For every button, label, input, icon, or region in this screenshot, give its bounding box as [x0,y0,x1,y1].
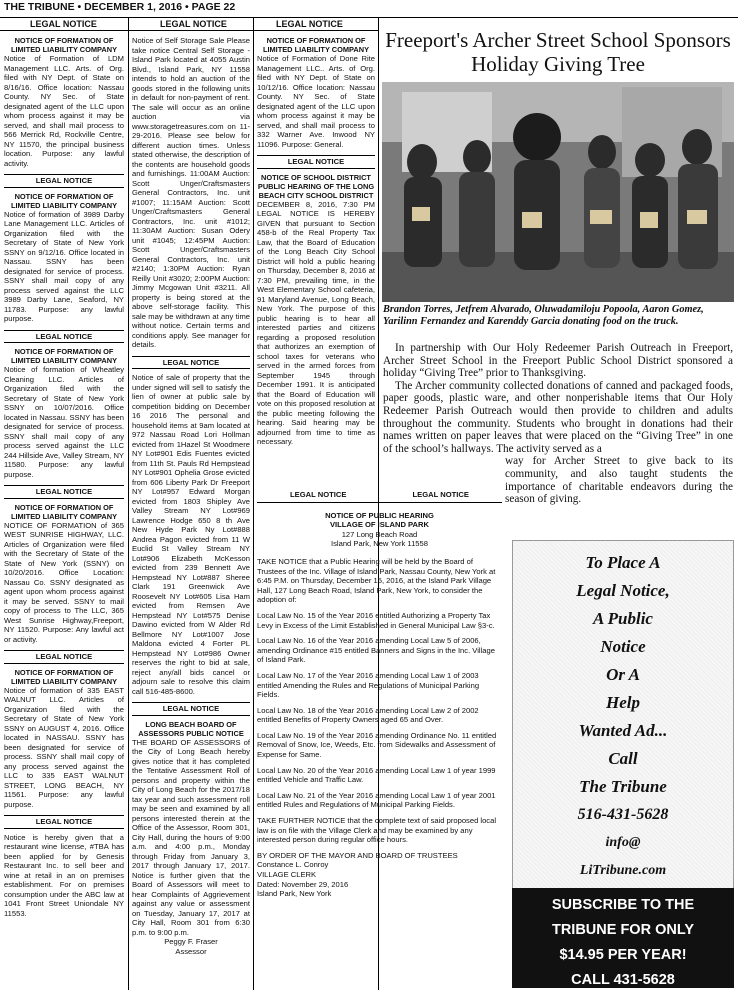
ad-phone: 516-431-5628 [577,806,669,823]
local-law-item: Local Law No. 15 of the Year 2016 entitled Authorizing a Property Tax Levy in Excess of the Limit Established in General Municipal Law §3-c. [257,610,495,630]
notice-paragraph: TAKE FURTHER NOTICE that the complete text of said proposed local law is on file with the Village Clerk and may be examined by any interested person during regular office hours. [257,816,497,845]
notice-title: LONG BEACH BOARD OF ASSESSORS PUBLIC NOTICE [138,719,244,738]
notice-title: NOTICE OF SCHOOL DISTRICT PUBLIC HEARING OF THE LONG BEACH CITY SCHOOL DISTRICT [257,172,375,200]
ad-line: Notice [600,637,646,656]
photo-caption: Brandon Torres, Jetfrem Alvarado, Oluwadamiloju Popoola, Aaron Gomez, Yarilinn Fernandez and Karenddy Garcia donating food on the truck. [383,304,704,327]
ad-line: Call [608,749,638,768]
legal-notice [4,192,124,324]
signature-line: Constance L. Conroy [257,860,329,870]
storage-sale-notice: Notice of Self Storage Sale Please take notice Central Self Storage - Island Park located at 4055 Austin Blvd., Island Park, NY 11558 intends to hold an auction of the goods stored in the following units in default for non-payment of rent. The sale will occur as an online auction via www.storagetreasures.com on 11-29-2016. Please see below for different auction times. Unless stated otherwise, the description of the contents are household goods and furnishings. 11:00AM Auction: Scott Unger/Craftsmasters General Contractors, Inc. unit #1007; 11:15AM Auction: Scott Unger/Craftsmasters General Contractors, Inc. unit #1012; 11:30AM Auction: Susan Odery unit #1045; 12:45PM Auction: Scott Unger/Craftsmasters General Contractors, Inc. unit #2140; 1:30PM Auction: Ryan Reilly Unit #3020; 2:00PM Auction: Jimmy Mcgowan Unit #3211. All property is being stored at the above self-storage facility. This sale may be withdrawn at any time without notice. Certain terms and conditions apply. See manager for details. [132,36,250,349]
ad-line: Wanted Ad... [578,721,668,740]
notice-paragraph: TAKE NOTICE that a Public Hearing will be held by the Board of Trustees of the Inc. Village of Island Park, Nassau County, New York at 6:45 P.M. on Thursday, December 15, 2016, at the Island Park Village Hall, 127 Long Beach Road, Island Park, New York, to consider the adoption of: [257,556,496,605]
local-law-item: Local Law No. 16 of the Year 2016 amending Local Law 5 of 2006, amending Ordinance #15 entitled Banners and Signs in the Inc. Village of Island Park. [257,636,495,665]
hearing-title: NOTICE OF PUBLIC HEARING [325,510,434,520]
notice-body: Notice of formation of 3989 Darby Lane Management LLC. Articles of Organization filed with the Secretary of State of New York SSNY on 9/12/16. Office located in Nassau. SSNY has been designated for service of process. SSNY shall mail copy of any process served against the LLC 3989 Darby Lane, Seaford, NY 11783. Purpose: any lawful purpose. [4,209,124,323]
subscribe-line: CALL 431-5628 [571,972,675,988]
local-law-item: Local Law No. 21 of the Year 2016 amending Local Law 1 of year 2001 entitled Rules and Regulations of Municipal Parking Fields. [257,790,496,810]
legal-notice [4,668,124,810]
legal-notice-label: LEGAL NOTICE [257,155,375,169]
notice-title: NOTICE OF FORMATION OF LIMITED LIABILITY COMPANY [10,36,118,54]
column-rule [128,18,129,990]
legal-column-3 [257,36,375,486]
story-headline: Freeport's Archer Street School Sponsors Holiday Giving Tree [385,28,731,76]
ad-line: The Tribune [579,777,667,796]
ad-line: Legal Notice, [576,581,670,600]
notice-body: THE BOARD OF ASSESSORS of the City of Long Beach hereby gives notice that it has completed the Tentative Assessment Roll of persons and property within the City of Long Beach for the 2017/18 tax year and such assessment roll may be seen and examined by all persons interested therein at the Office of the Assessor, Room 301, City Hall, during the hours of 9:00 a.m. and 4:00 p.m., Monday through Friday from January 3, 2017 through January 17, 2017. Notice is further given that the Board of Assessors will meet to hear Complaints of Aggrievement against any value or assessment on Tuesday, January 17, 2017 at City Hall, Room 301 from 6:30 p.m. to 9:00 p.m. [132,737,250,937]
legal-notice-label: LEGAL NOTICE [4,330,124,344]
subscribe-banner [512,888,734,988]
signature-line: VILLAGE CLERK [257,870,317,879]
ad-text [513,549,733,885]
legal-notice-label: LEGAL NOTICE [412,490,469,499]
subscribe-line: $14.95 PER YEAR! [559,947,687,963]
ad-line: Or A [606,665,640,684]
legal-notice [257,36,375,149]
legal-notice-ad [512,540,734,890]
legal-notice [4,503,124,645]
column-labels [0,18,378,31]
local-law-item: Local Law No. 19 of the Year 2016 amending Ordinance No. 11 entitled Removal of Snow, Ice, Weeds, Etc. from Sidewalks and Assessment of Expense for Same. [257,730,497,760]
school-hearing-notice [257,173,375,447]
property-sale-notice: Notice of sale of property that the under signed will sell to satisfy the lien of owner at public sale by competition bidding on December 16 2016 The personal and household items at 9am located at 972 Nassau Road Lori Hollman evicted from 1Hazel St Woodmere NY Lot#901 Edis Fuentes evicted from 11th St. Pauls Rd Hempstead NY Lot#901 Ophelia Grose evicted from 606 Liberty Park Dr Freeport NY Lot#957 Edward Morgan evicted from 1803 Shipley Ave Valley Stream NY Lot#969 Lawrence Hodge 650 8 th Ave New Hyde Park Ny Lot#888 Andrea Pagon evicted from 11 W Euclid St Valley Stream NY Lot#906 Elizabeth McKesson evicted from 239 Bennett Ave Hempstead NY Lot#887 Sheree Clark 191 Greenwick Ave Roosevelt NY Lot#605 Lisa Ham evicted from Remsen Ave Hempstead NY Lot#575 Denise Dawino evicted from W Alder Rd Bellmore NY Lot#1007 Jose Maldona evicted 4 Forter PL Hempstead NY Lot#986 Owner reserves the right to bid at sale, reject any/all bids cancel or adjourn sale to resolve this claim call 516-485-8600. [132,373,250,696]
notice-title: NOTICE OF FORMATION OF LIMITED LIABILITY COMPANY [10,502,118,521]
story-paragraph: In partnership with Our Holy Redeemer Parish Outreach in Freeport, Archer Street School in the Freeport Public School District sponsored a holiday “Giving Tree” prior to Thanksgiving. [383,342,733,380]
legal-notice [4,36,124,168]
story-photo [382,82,734,302]
legal-notice-label: LEGAL NOTICE [4,815,124,829]
notice-body: Notice of Formation of Done Rite Management LLC.. Arts. of Org. filed with NY Dept. of State on 10/12/16. Office location: Nassau County. NY Sec. of State designated agent of the LLC upon whom process against it may be served, and shall mail process to 332 Warner Ave. Inwood NY 11096. Purpose: General. [257,54,375,149]
page-title: THE TRIBUNE • DECEMBER 1, 2016 • PAGE 22 [4,1,236,13]
signature-line: Island Park, New York [257,889,332,899]
column-label: LEGAL NOTICE [276,19,343,29]
legal-column-1 [4,36,124,990]
village-address: 127 Long Beach Road [341,529,418,539]
legal-notice [4,347,124,479]
ad-website: LiTribune.com [579,863,667,878]
legal-notice-label: LEGAL NOTICE [4,650,124,664]
notice-body: NOTICE OF FORMATION of 365 WEST SUNRISE HIGHWAY, LLC. Articles of Organization were filed with the Secretary of State of the State of New York (SSNY) on 10/20/2016. Office Location: Nassau Co. SSNY designated as agent upon whom process against it may be served. SSNY to mail copy of process to The LLC, 365 West Sunrise Highway,Freeport, NY 11520. Purpose: Any lawful act or activity. [4,520,124,644]
notice-body: Notice of Formation of LDM Management LLC. Arts. of Org. filed with NY Dept. of State on 8/16/16. Office location: Nassau County. NY Sec. of State designated agent of the LLC upon whom process against it may be served, and shall mail process to 566 Merrick Rd, Rockville Centre, NY 11570, the principal business location. Purpose: any lawful activity. [4,54,124,168]
assessors-notice [132,720,250,957]
notice-body: Notice of formation of Wheatley Cleaning LLC. Articles of Organization filed with the Secretary of State of New York SSNY on 10/07/2016. Office located in Nassau. SSNY has been designated for service of process. SSNY shall mail copy of any process served against the LLC 244 Hillside Ave, Valley Stream, NY 11580. Purpose: any lawful purpose. [4,365,124,479]
ad-line: To Place A [585,553,661,572]
ad-line: A Public [593,609,653,628]
notice-body: Notice is hereby given that a restaurant wine license, #TBA has been applied for by Genesis Restaurant Inc. to sell beer and wine at retail in an on premises establishment. For on premises consumption under the ABC law at 1041 Front Street Uniondale NY 11553. [4,832,124,918]
legal-notice [4,833,124,919]
notice-title: NOTICE OF FORMATION OF LIMITED LIABILITY COMPANY [10,347,118,365]
signature-name: Peggy F. Fraser [164,937,218,946]
village-city: Island Park, New York 11558 [331,539,428,549]
legal-notice-label: LEGAL NOTICE [132,702,250,716]
story-paragraph: way for Archer Street to give back to its community, and also taught students the importance of charitable endeavors during the season of giving. [505,455,733,506]
signature-line: Dated: November 29, 2016 [257,879,349,889]
island-park-hearing-notice [257,490,502,899]
legal-notice-label: LEGAL NOTICE [4,485,124,499]
column-label: LEGAL NOTICE [30,19,97,29]
notice-body: Notice of formation of 335 EAST WALNUT LLC. Articles of Organization filed with the Secretary of State of New York SSNY on AUGUST 4, 2016. Office located in NASSAU. SSNY has been designated for service of process. SSNY shall mail copy of any process served against the LLC to 335 EAST WALNUT STREET, LONG BEACH, NY 11561. Purpose: any lawful purpose. [4,685,124,809]
subscribe-line: TRIBUNE FOR ONLY [551,922,695,938]
local-law-item: Local Law No. 18 of the Year 2016 amending Local Law 2 of 2002 entitled Benefits of Property Owners aged 65 and Over. [257,705,479,725]
legal-notice-label: LEGAL NOTICE [4,174,124,188]
photo-illustration [382,82,734,302]
ad-line: Help [606,693,640,712]
signature-line: BY ORDER OF THE MAYOR AND BOARD OF TRUSTEES [257,850,458,860]
notice-body: DECEMBER 8, 2016, 7:30 PM LEGAL NOTICE IS HEREBY GIVEN that pursuant to Section 458-b of the Real Property Tax Law, that the Board of Education of the Long Beach City School District will hold a public hearing on Thursday, December 8, 2016 at 7:30 PM, prevailing time, in the West Elementary School cafeteria, 91 Maryland Avenue, Long Beach, New York. The purpose of this public hearing is to hear all interested parties and citizens regarding a proposed resolution that authorizes an exemption of school taxes for veterans who served in the armed forces from September 1945 through December 1991. It is anticipated that the Board of Education will vote on this proposed resolution at the public meeting following the hearing. Said hearing may be adjourned from time to time as necessary. [257,199,375,446]
column-rule [253,18,254,990]
signature-title: Assessor [175,946,207,956]
subscribe-line: SUBSCRIBE TO THE [551,897,695,913]
page-header [0,0,738,18]
legal-notice-label: LEGAL NOTICE [290,490,347,499]
local-law-item: Local Law No. 20 of the Year 2016 amending Local Law 1 of year 1999 entitled Vehicle and Traffic Law. [257,765,496,785]
column-label: LEGAL NOTICE [160,19,227,29]
legal-column-2 [132,36,250,990]
story-body [383,342,733,506]
notice-title: NOTICE OF FORMATION OF LIMITED LIABILITY COMPANY [10,191,118,210]
ad-email: info@ [605,835,641,850]
notice-title: NOTICE OF FORMATION OF LIMITED LIABILITY COMPANY [262,36,370,54]
village-name: VILLAGE OF ISLAND PARK [329,520,429,530]
story-paragraph: The Archer community collected donations of canned and packaged foods, paper goods, plastic ware, and other nonperishable items that Our Holy Redeemer Parish Outreach would then provide to children and adults throughout the community. Students who brought in donations had their names written on paper leaves that were placed on the “Giving Tree” in one of the school’s hallways. The activity served as a [383,379,733,455]
local-law-item: Local Law No. 17 of the Year 2016 amending Local Law 1 of 2003 entitled Amending the Rules and Regulations of Municipal Parking Fields. [257,670,480,700]
notice-title: NOTICE OF FORMATION OF LIMITED LIABILITY COMPANY [10,667,118,686]
legal-notice-label: LEGAL NOTICE [132,356,250,370]
